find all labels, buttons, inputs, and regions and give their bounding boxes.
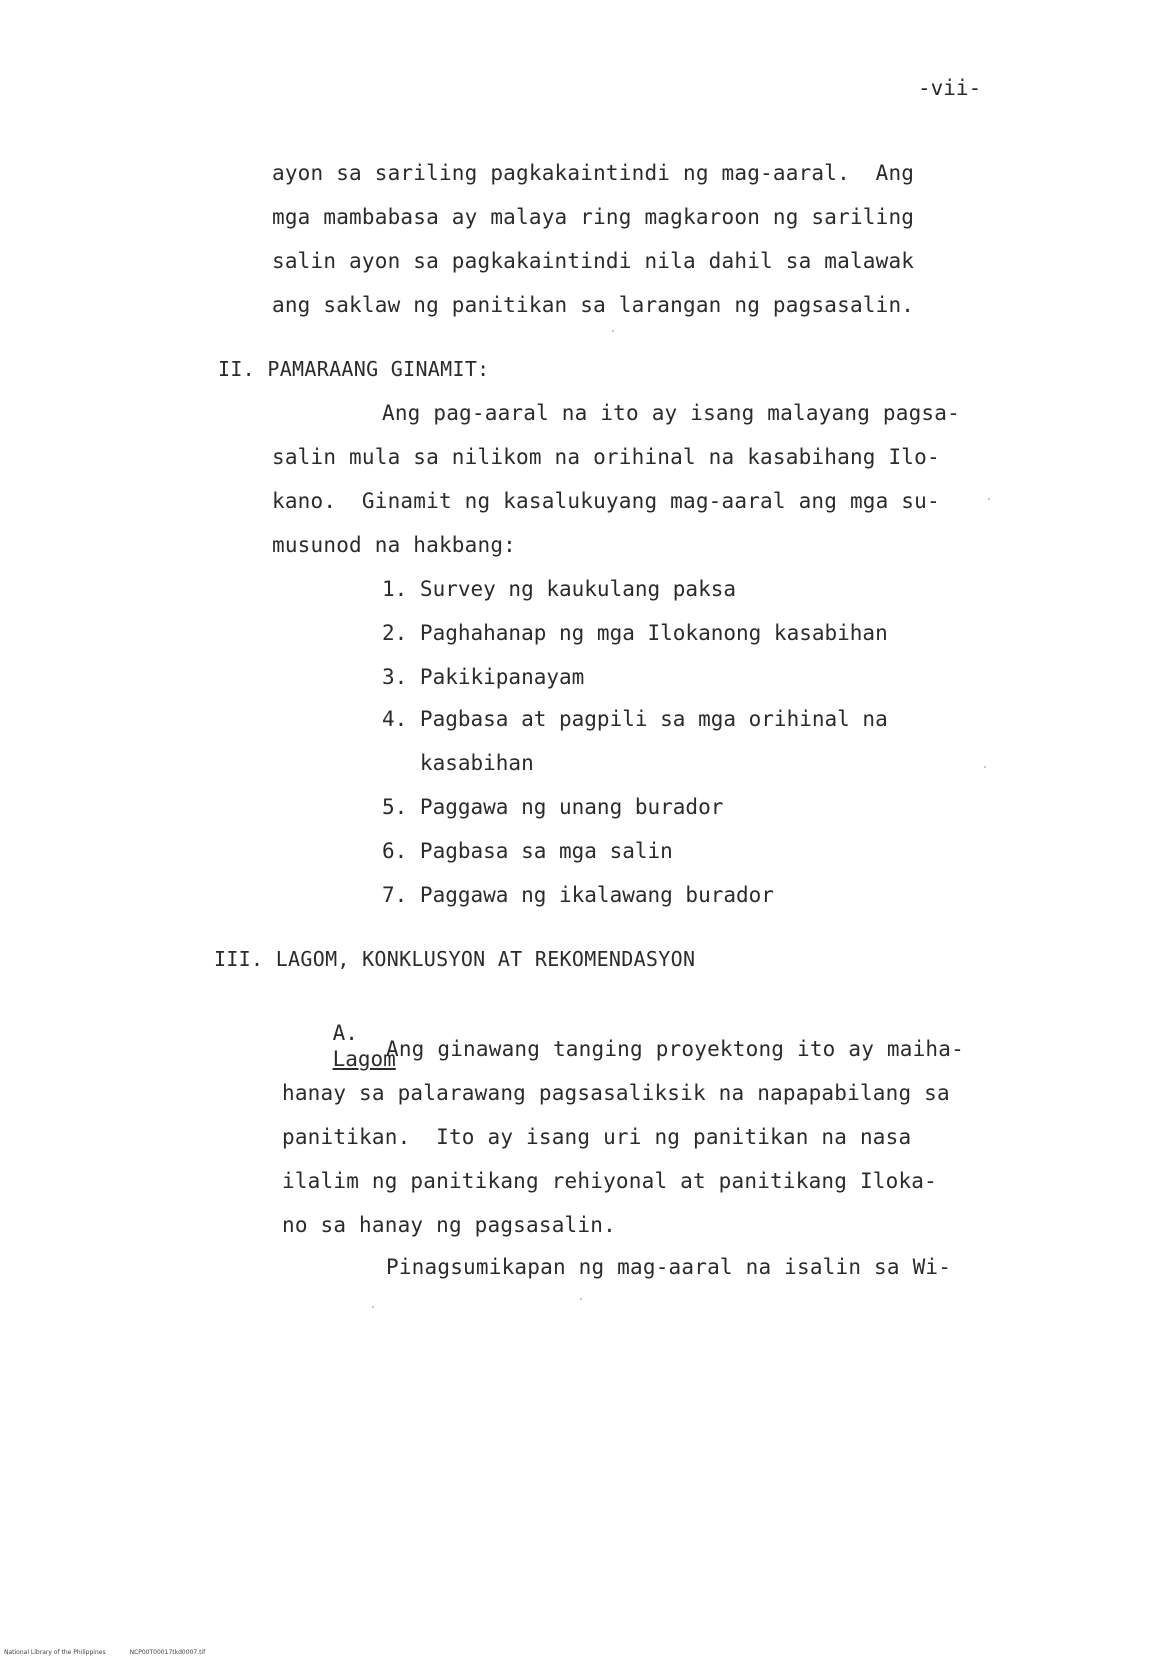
section-2-paragraph-line-1: Ang pag-aaral na ito ay isang malayang pagsa-	[382, 401, 960, 425]
subsection-a-label: A.	[332, 1021, 358, 1045]
section-3-paragraph-line-2: hanay sa palarawang pagsasaliksik na napapabilang sa	[282, 1081, 950, 1105]
step-item-3: 3. Pakikipanayam	[382, 665, 585, 689]
step-item-4-continued: kasabihan	[382, 751, 534, 775]
intro-line-1: ayon sa sariling pagkakaintindi ng mag-aaral. Ang	[272, 161, 915, 185]
section-3-heading: III. LAGOM, KONKLUSYON AT REKOMENDASYON	[214, 947, 696, 971]
step-item-7: 7. Paggawa ng ikalawang burador	[382, 883, 774, 907]
section-3-paragraph-line-1: Ang ginawang tanging proyektong ito ay maiha-	[386, 1037, 964, 1061]
section-3-paragraph-2-line-1: Pinagsumikapan ng mag-aaral na isalin sa Wi-	[386, 1255, 952, 1279]
section-2-heading: II. PAMARAANG GINAMIT:	[218, 357, 490, 381]
section-2-paragraph-line-4: musunod na hakbang:	[272, 533, 517, 557]
intro-line-3: salin ayon sa pagkakaintindi nila dahil sa malawak	[272, 249, 915, 273]
step-item-1: 1. Survey ng kaukulang paksa	[382, 577, 737, 601]
step-item-4: 4. Pagbasa at pagpili sa mga orihinal na	[382, 707, 888, 731]
scan-speck	[372, 1306, 374, 1308]
section-3-paragraph-line-3: panitikan. Ito ay isang uri ng panitikan na nasa	[282, 1125, 912, 1149]
footer-library: National Library of the Philippines	[4, 1649, 106, 1656]
section-3-paragraph-line-5: no sa hanay ng pagsasalin.	[282, 1213, 616, 1237]
footer-file: NCP00T00017tkd0007.tif	[129, 1649, 206, 1656]
step-item-6: 6. Pagbasa sa mga salin	[382, 839, 673, 863]
section-3-paragraph-line-4: ilalim ng panitikang rehiyonal at panitikang Iloka-	[282, 1169, 937, 1193]
scan-speck	[580, 1298, 582, 1300]
subsection-a-title: Lagom	[332, 1047, 396, 1071]
scan-speck	[612, 330, 614, 332]
scan-speck	[988, 498, 990, 500]
scan-speck	[984, 766, 986, 768]
intro-line-2: mga mambabasa ay malaya ring magkaroon ng sariling	[272, 205, 915, 229]
intro-line-4: ang saklaw ng panitikan sa larangan ng pagsasalin.	[272, 293, 915, 317]
section-2-paragraph-line-3: kano. Ginamit ng kasalukuyang mag-aaral ang mga su-	[272, 489, 940, 513]
section-2-paragraph-line-2: salin mula sa nilikom na orihinal na kasabihang Ilo-	[272, 445, 940, 469]
step-item-2: 2. Paghahanap ng mga Ilokanong kasabihan	[382, 621, 888, 645]
scan-footer	[4, 1649, 205, 1657]
step-item-5: 5. Paggawa ng unang burador	[382, 795, 724, 819]
page-number: -vii-	[918, 76, 982, 100]
